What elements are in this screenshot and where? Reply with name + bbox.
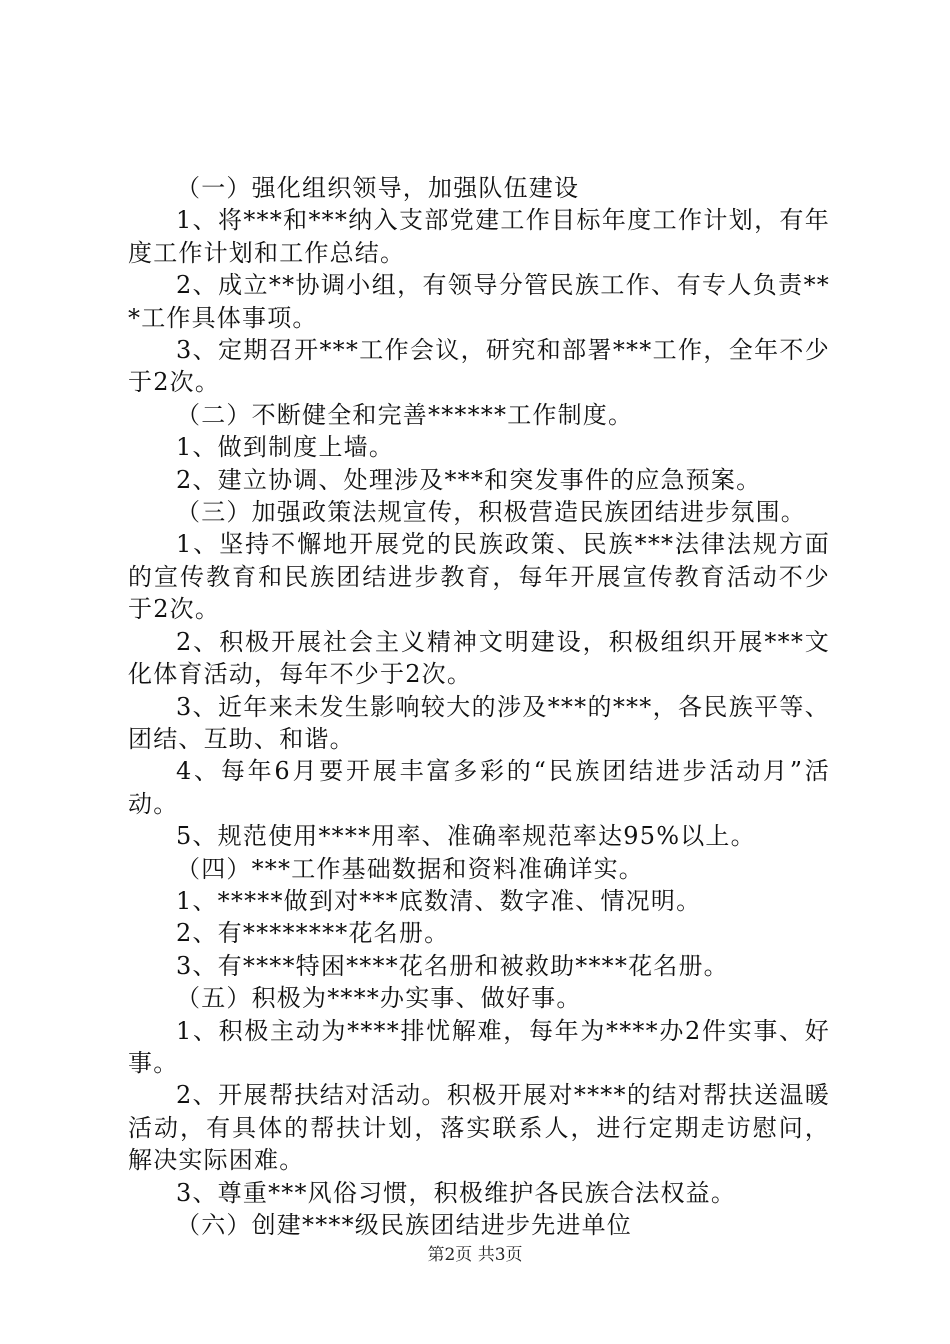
list-item: 2、开展帮扶结对活动。积极开展对****的结对帮扶送温暖活动，有具体的帮扶计划，落实联系人，进行定期走访慰问，解决实际困难。: [128, 1081, 830, 1175]
list-item: 2、成立**协调小组，有领导分管民族工作、有专人负责***工作具体事项。: [128, 271, 830, 332]
list-item: 3、有****特困****花名册和被救助****花名册。: [176, 951, 729, 980]
section-heading-1: （一）强化组织领导，加强队伍建设: [176, 174, 580, 202]
section-heading-4: （四）***工作基础数据和资料准确详实。: [176, 854, 644, 883]
list-item: 1、*****做到对***底数清、数字准、情况明。: [176, 886, 702, 915]
section-heading-6: （六）创建****级民族团结进步先进单位: [176, 1211, 632, 1239]
list-item: 1、将***和***纳入支部党建工作目标年度工作计划，有年度工作计划和工作总结。: [128, 206, 830, 267]
list-item: 1、坚持不懈地开展党的民族政策、民族***法律法规方面的宣传教育和民族团结进步教育，每年开展宣传教育活动不少于2次。: [128, 530, 830, 624]
list-item: 3、近年来未发生影响较大的涉及***的***，各民族平等、团结、互助、和谐。: [128, 692, 830, 753]
section-heading-3: （三）加强政策法规宣传，积极营造民族团结进步氛围。: [176, 498, 806, 527]
section-heading-2: （二）不断健全和完善******工作制度。: [176, 400, 634, 429]
page-number-footer: 第2页 共3页: [427, 1245, 523, 1265]
list-item: 3、定期召开***工作会议，研究和部署***工作，全年不少于2次。: [128, 336, 830, 397]
list-item: 2、建立协调、处理涉及***和突发事件的应急预案。: [176, 465, 762, 494]
list-item: 5、规范使用****用率、准确率规范率达95%以上。: [176, 822, 756, 851]
document-body: [128, 172, 830, 1241]
list-item: 2、积极开展社会主义精神文明建设，积极组织开展***文化体育活动，每年不少于2次。: [128, 627, 830, 689]
list-item: 1、做到制度上墙。: [176, 433, 395, 462]
list-item: 3、尊重***风俗习惯，积极维护各民族合法权益。: [176, 1178, 737, 1207]
section-heading-5: （五）积极为****办实事、做好事。: [176, 984, 582, 1013]
list-item: 2、有********花名册。: [176, 919, 450, 948]
list-item: 1、积极主动为****排忧解难，每年为****办2件实事、好事。: [128, 1016, 830, 1077]
list-item: 4、每年6月要开展丰富多彩的“民族团结进步活动月”活动。: [128, 757, 830, 818]
